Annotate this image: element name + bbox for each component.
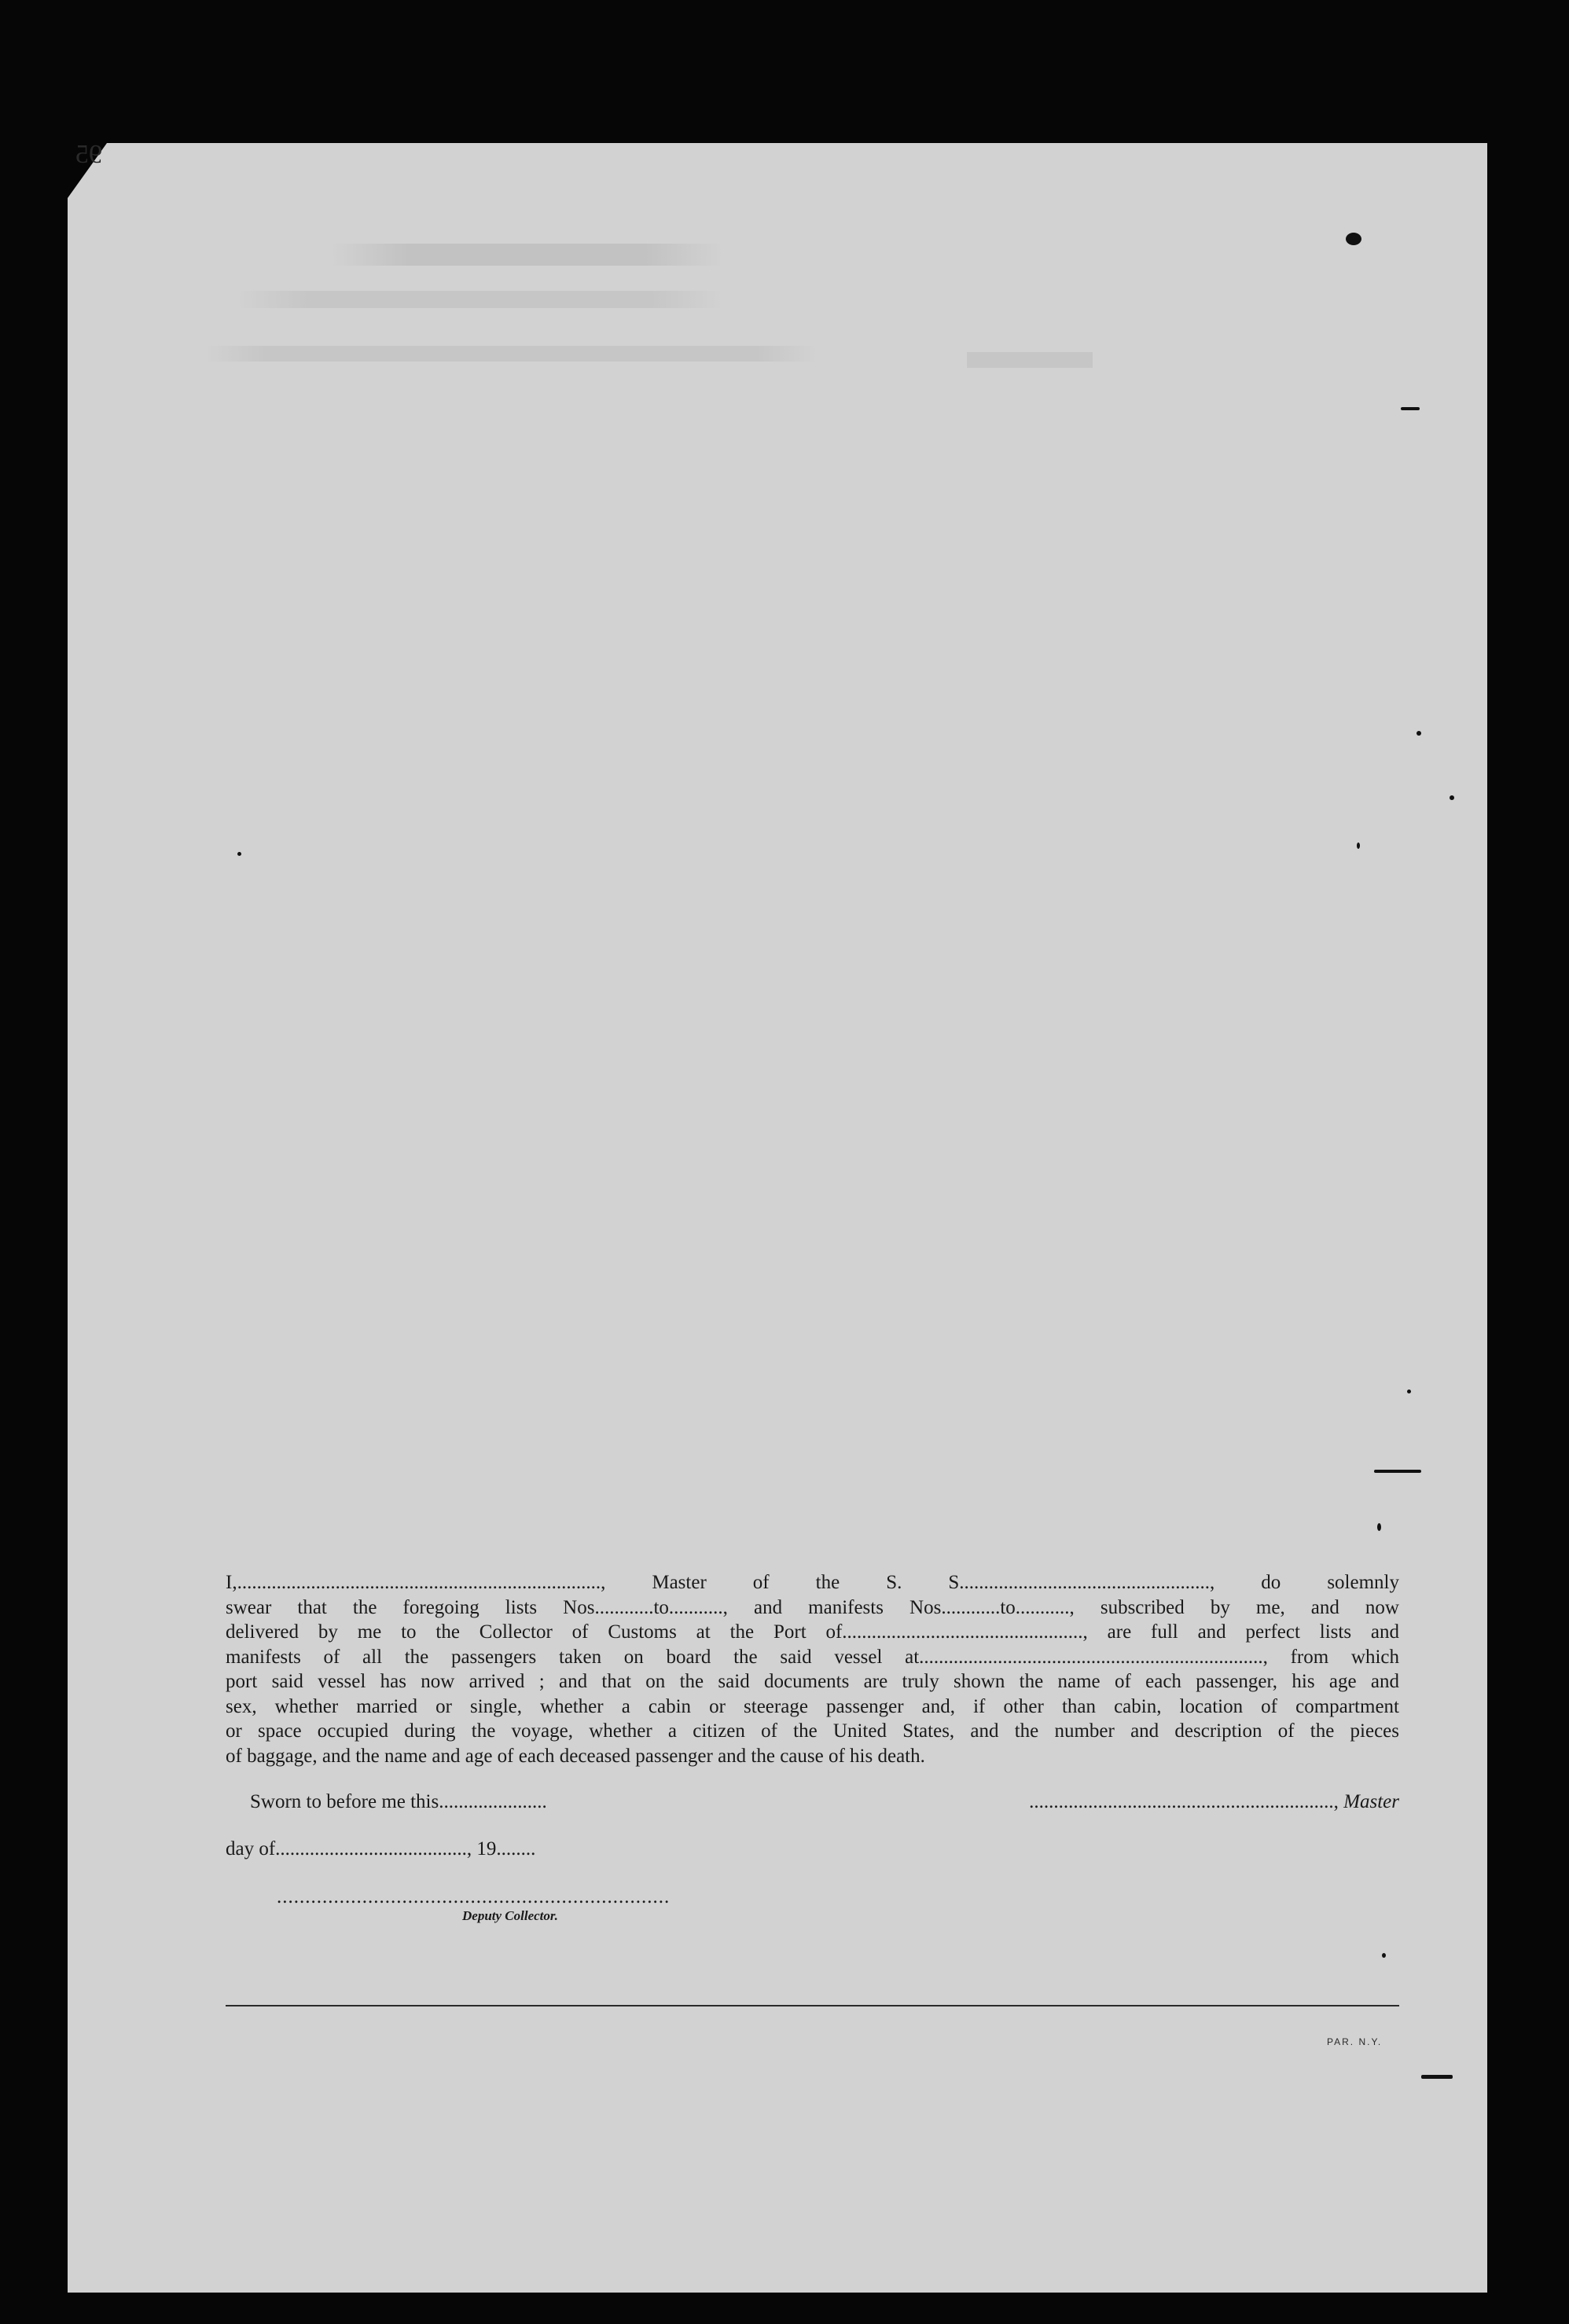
oath-line: manifests of all the passengers taken on board the said vessel at......................................................................, from which [226, 1646, 1399, 1668]
page-number: 95 [75, 140, 102, 169]
oath-line: of baggage, and the name and age of each deceased passenger and the cause of his death. [226, 1745, 925, 1767]
scan-speck [1377, 1523, 1381, 1531]
day-of-field: day of......................................., 19........ [226, 1838, 536, 1860]
deputy-collector-label: Deputy Collector. [462, 1908, 558, 1923]
deputy-signature-line: ..................................................................... [277, 1886, 671, 1907]
scan-speck [1407, 1390, 1411, 1393]
scan-speck [1401, 407, 1420, 410]
sworn-statement: Sworn to before me this...................... [250, 1791, 547, 1812]
oath-line: port said vessel has now arrived ; and that on the said documents are truly shown the name of each passenger, his age and [226, 1671, 1399, 1692]
scan-speck [1421, 2075, 1453, 2079]
printer-mark: PAR. N.Y. [1327, 2036, 1383, 2047]
bleed-through-mark [330, 244, 723, 266]
bleed-through-mark [204, 346, 818, 362]
master-signature [1029, 1791, 1399, 1813]
bleed-through-mark [967, 352, 1093, 368]
scan-speck [1382, 1953, 1386, 1958]
oath-line: or space occupied during the voyage, whether a citizen of the United States, and the number and description of the pieces [226, 1720, 1399, 1742]
oath-line: delivered by me to the Collector of Customs at the Port of................................................., are full and perfect lists and [226, 1621, 1399, 1643]
document-sheet [68, 143, 1487, 2293]
bleed-through-mark [236, 291, 723, 308]
scan-speck [1374, 1470, 1421, 1473]
oath-paragraph [226, 1570, 1399, 1768]
scan-speck [237, 852, 241, 856]
oath-line: sex, whether married or single, whether a cabin or steerage passenger and, if other than cabin, location of compartment [226, 1695, 1399, 1717]
scan-speck [1417, 731, 1421, 736]
bottom-rule [226, 2005, 1399, 2006]
scan-speck [1357, 843, 1360, 849]
scan-speck [1346, 233, 1361, 245]
oath-line: I,.........................................................................., Master of the S. S..................................................., do solemnly [226, 1572, 1399, 1593]
oath-line: swear that the foregoing lists Nos............to..........., and manifests Nos............to..........., subscribed by me, and now [226, 1596, 1399, 1618]
scan-speck [1450, 795, 1454, 800]
master-label: Master [1343, 1791, 1399, 1812]
master-signature-line: .............................................................., [1029, 1791, 1344, 1812]
